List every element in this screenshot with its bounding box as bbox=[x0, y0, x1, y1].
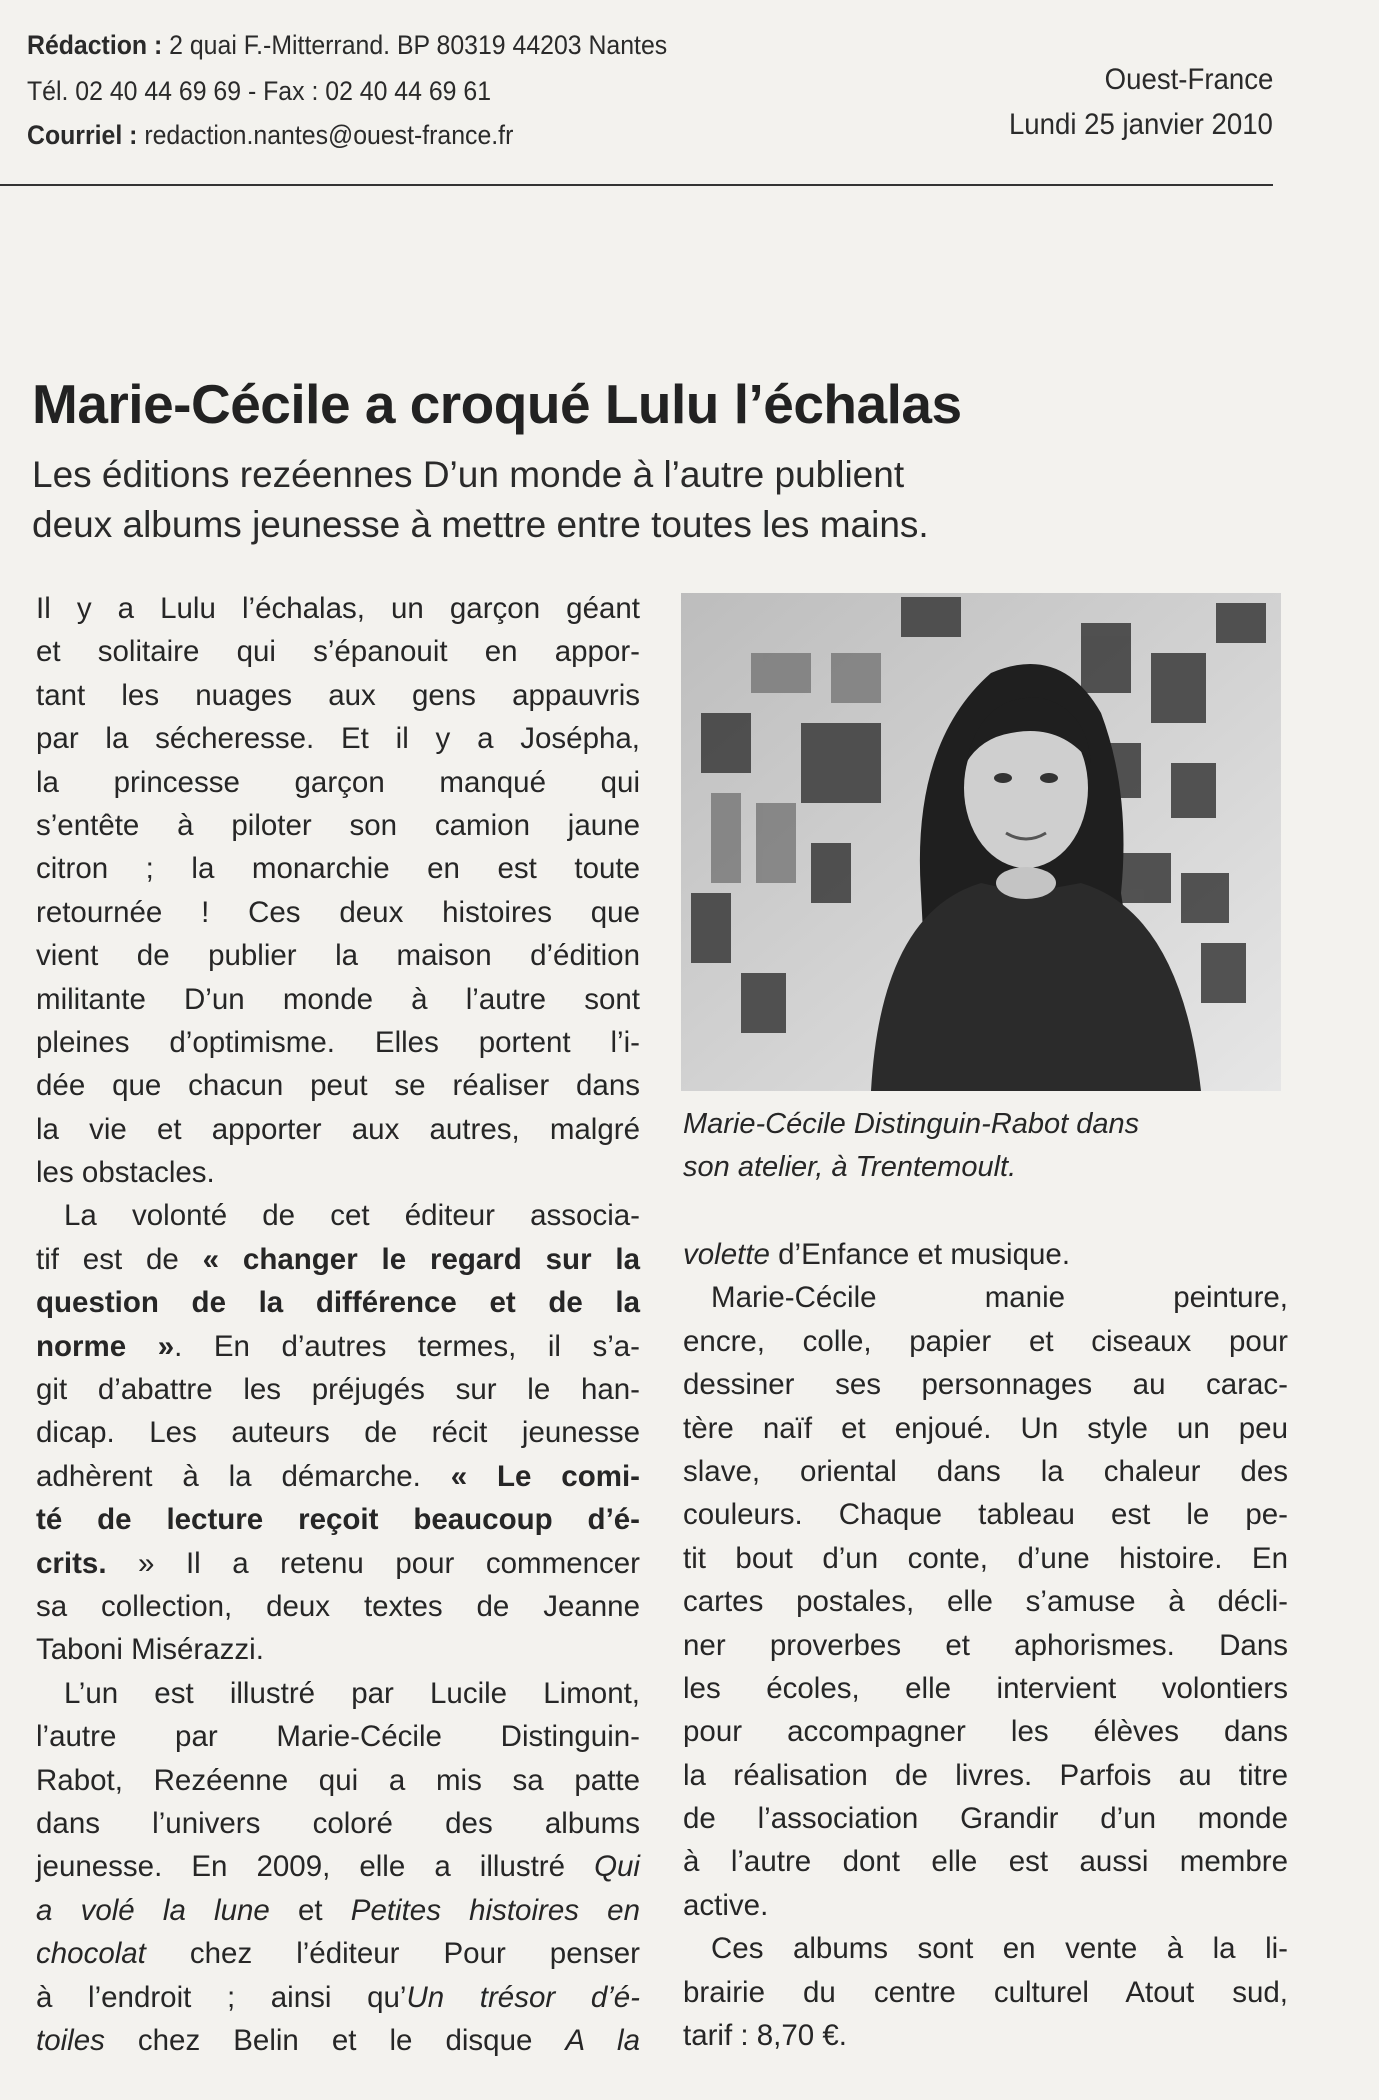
bold-quote-text: question de la différence et de la bbox=[36, 1286, 640, 1320]
article-text-line bbox=[36, 587, 640, 630]
article-text-line bbox=[36, 1585, 640, 1628]
article-text-line bbox=[683, 1927, 1288, 1970]
phone-fax-line: Tél. 02 40 44 69 69 - Fax : 02 40 44 69 61 bbox=[27, 76, 492, 106]
text-segment: jeunesse. En 2009, elle a illustré bbox=[36, 1850, 595, 1884]
article-text-line bbox=[36, 1108, 640, 1151]
email-value: redaction.nantes@ouest-france.fr bbox=[137, 120, 514, 150]
italic-title-text: A la bbox=[565, 2023, 640, 2057]
article-text-line bbox=[683, 1363, 1288, 1406]
text-segment: cartes postales, elle s’amuse à décli- bbox=[683, 1585, 1288, 1619]
text-segment: slave, oriental dans la chaleur des bbox=[683, 1454, 1288, 1488]
text-segment: brairie du centre culturel Atout sud, bbox=[683, 1975, 1288, 2009]
italic-title-text: chocolat bbox=[36, 1937, 146, 1971]
text-segment: la princesse garçon manqué qui bbox=[36, 765, 640, 799]
article-text-line bbox=[683, 1624, 1288, 1667]
text-segment: tarif : 8,70 €. bbox=[683, 2019, 847, 2053]
redaction-label: Rédaction : bbox=[27, 30, 163, 60]
text-segment: les écoles, elle intervient volontiers bbox=[683, 1671, 1288, 1705]
article-text-line bbox=[683, 1320, 1288, 1363]
italic-title-text: Un trésor d’é- bbox=[406, 1980, 641, 2014]
article-text-line bbox=[683, 1754, 1288, 1797]
text-segment: dicap. Les auteurs de récit jeunesse bbox=[36, 1416, 640, 1450]
article-text-line bbox=[36, 1628, 640, 1671]
text-segment: les obstacles. bbox=[36, 1156, 215, 1190]
article-text-line bbox=[36, 1498, 640, 1541]
article-left-column bbox=[36, 587, 640, 2062]
article-text-line bbox=[683, 2014, 1288, 2057]
text-segment: Il y a Lulu l’échalas, un garçon géant bbox=[36, 592, 640, 625]
article-right-column bbox=[683, 1233, 1288, 2057]
article-text-line bbox=[683, 1667, 1288, 1710]
text-segment: militante D’un monde à l’autre sont bbox=[36, 982, 640, 1016]
bold-quote-text: norme » bbox=[36, 1329, 175, 1363]
text-segment: tère naïf et enjoué. Un style un peu bbox=[683, 1411, 1288, 1445]
text-segment: à l’autre dont elle est aussi membre bbox=[683, 1845, 1288, 1879]
article-text-line bbox=[36, 717, 640, 760]
article-text-line bbox=[683, 1276, 1288, 1319]
article-text-line bbox=[36, 1759, 640, 1802]
text-segment: l’autre par Marie-Cécile Distinguin- bbox=[36, 1720, 640, 1754]
photo-caption bbox=[683, 1103, 1139, 1189]
text-segment: dans l’univers coloré des albums bbox=[36, 1806, 640, 1840]
article-subtitle-line: Les éditions rezéennes D’un monde à l’autre publient bbox=[32, 454, 905, 495]
italic-title-text: Qui bbox=[594, 1850, 640, 1884]
text-segment: Ces albums sont en vente à la li- bbox=[711, 1932, 1288, 1966]
article-text-line bbox=[683, 1840, 1288, 1883]
article-text-line bbox=[36, 804, 640, 847]
article-text-line bbox=[36, 2019, 640, 2062]
text-segment: couleurs. Chaque tableau est le pe- bbox=[683, 1498, 1288, 1532]
text-segment: tif est de bbox=[36, 1242, 203, 1276]
article-text-line bbox=[36, 1976, 640, 2019]
article-text-line bbox=[683, 1797, 1288, 1840]
text-segment: dée que chacun peut se réaliser dans bbox=[36, 1069, 640, 1103]
text-segment: vient de publier la maison d’édition bbox=[36, 939, 640, 973]
bold-quote-text: « changer le regard sur la bbox=[202, 1242, 641, 1276]
article-text-line bbox=[36, 1672, 640, 1715]
article-text-line bbox=[36, 630, 640, 673]
text-segment: La volonté de cet éditeur associa- bbox=[64, 1199, 640, 1233]
email-line bbox=[27, 117, 513, 153]
text-segment: Rabot, Rezéenne qui a mis sa patte bbox=[36, 1763, 640, 1797]
article-text-line bbox=[36, 1064, 640, 1107]
email-label: Courriel : bbox=[27, 120, 138, 150]
header-divider bbox=[0, 184, 1273, 186]
text-segment: » Il a retenu pour commencer bbox=[106, 1546, 640, 1580]
article-text-line bbox=[683, 1884, 1288, 1927]
article-text-line bbox=[683, 1450, 1288, 1493]
italic-title-text: toiles bbox=[36, 2023, 105, 2057]
text-segment: . En d’autres termes, il s’a- bbox=[174, 1329, 640, 1363]
publication-date: Lundi 25 janvier 2010 bbox=[1009, 108, 1273, 141]
article-text-line bbox=[36, 1889, 640, 1932]
text-segment: la réalisation de livres. Parfois au titre bbox=[683, 1758, 1288, 1792]
article-text-line bbox=[36, 1802, 640, 1845]
text-segment: pour accompagner les élèves dans bbox=[683, 1715, 1288, 1749]
article-text-line bbox=[36, 1455, 640, 1498]
article-text-line bbox=[36, 674, 640, 717]
italic-title-text: Petites histoires en bbox=[350, 1893, 640, 1927]
article-text-line bbox=[683, 1493, 1288, 1536]
article-text-line bbox=[36, 978, 640, 1021]
text-segment: adhèrent à la démarche. bbox=[36, 1459, 451, 1493]
bold-quote-text: té de lecture reçoit beaucoup d’é- bbox=[36, 1503, 640, 1537]
text-segment: à l’endroit ; ainsi qu’ bbox=[36, 1980, 407, 2014]
redaction-address bbox=[27, 27, 667, 63]
article-text-line bbox=[36, 891, 640, 934]
article-text-line bbox=[683, 1710, 1288, 1753]
text-segment: active. bbox=[683, 1888, 769, 1922]
text-segment: d’Enfance et musique. bbox=[769, 1238, 1071, 1271]
text-segment: et bbox=[269, 1893, 351, 1927]
text-segment: encre, colle, papier et ciseaux pour bbox=[683, 1324, 1288, 1358]
article-text-line bbox=[36, 847, 640, 890]
article-text-line bbox=[683, 1233, 1288, 1276]
italic-title-text: a volé la lune bbox=[36, 1893, 270, 1927]
article-subtitle-line: deux albums jeunesse à mettre entre toutes les mains. bbox=[32, 504, 929, 545]
text-segment: dessiner ses personnages au carac- bbox=[683, 1368, 1288, 1402]
text-segment: pleines d’optimisme. Elles portent l’i- bbox=[36, 1025, 640, 1059]
text-segment: citron ; la monarchie en est toute bbox=[36, 852, 640, 886]
article-text-line bbox=[36, 1542, 640, 1585]
text-segment: tit bout d’un conte, d’une histoire. En bbox=[683, 1541, 1288, 1575]
text-segment: la vie et apporter aux autres, malgré bbox=[36, 1112, 640, 1146]
text-segment: de l’association Grandir d’un monde bbox=[683, 1802, 1288, 1836]
text-segment: Marie-Cécile manie peinture, bbox=[711, 1281, 1288, 1315]
text-segment: retournée ! Ces deux histoires que bbox=[36, 895, 640, 929]
article-text-line bbox=[36, 1281, 640, 1324]
text-segment: Taboni Misérazzi. bbox=[36, 1633, 264, 1667]
article-text-line bbox=[683, 1537, 1288, 1580]
text-segment: et solitaire qui s’épanouit en appor- bbox=[36, 635, 640, 669]
article-text-line bbox=[36, 1194, 640, 1237]
article-text-line bbox=[36, 934, 640, 977]
text-segment: sa collection, deux textes de Jeanne bbox=[36, 1589, 640, 1623]
photo-caption-line: Marie-Cécile Distinguin-Rabot dans bbox=[683, 1108, 1140, 1140]
article-text-line bbox=[683, 1580, 1288, 1623]
text-segment: git d’abattre les préjugés sur le han- bbox=[36, 1373, 640, 1407]
article-text-line bbox=[36, 1715, 640, 1758]
bold-quote-text: crits. bbox=[36, 1546, 107, 1580]
text-segment: ner proverbes et aphorismes. Dans bbox=[683, 1628, 1288, 1662]
redaction-value: 2 quai F.-Mitterrand. BP 80319 44203 Nantes bbox=[162, 30, 668, 60]
article-title: Marie-Cécile a croqué Lulu l’échalas bbox=[32, 373, 962, 435]
article-text-line bbox=[36, 1238, 640, 1281]
article-photo bbox=[681, 593, 1281, 1091]
photo-caption-line: son atelier, à Trentemoult. bbox=[683, 1151, 1017, 1183]
article-text-line bbox=[36, 1411, 640, 1454]
text-segment: chez l’éditeur Pour penser bbox=[145, 1937, 640, 1971]
article-text-line bbox=[36, 1151, 640, 1194]
text-segment: par la sécheresse. Et il y a Josépha, bbox=[36, 722, 640, 756]
article-text-line bbox=[683, 1407, 1288, 1450]
bold-quote-text: « Le comi- bbox=[450, 1459, 640, 1493]
text-segment: tant les nuages aux gens appauvris bbox=[36, 678, 640, 712]
article-text-line bbox=[36, 1932, 640, 1975]
article-text-line bbox=[36, 1368, 640, 1411]
newspaper-name: Ouest-France bbox=[1104, 63, 1273, 96]
text-segment: s’entête à piloter son camion jaune bbox=[36, 808, 640, 842]
text-segment: L’un est illustré par Lucile Limont, bbox=[64, 1676, 640, 1710]
article-text-line bbox=[36, 1021, 640, 1064]
article-text-line bbox=[36, 1325, 640, 1368]
portrait-photo-image bbox=[681, 593, 1281, 1091]
article-text-line bbox=[683, 1971, 1288, 2014]
italic-title-text: volette bbox=[683, 1238, 770, 1271]
text-segment: chez Belin et le disque bbox=[104, 2023, 566, 2057]
article-text-line bbox=[36, 761, 640, 804]
article-text-line bbox=[36, 1845, 640, 1888]
